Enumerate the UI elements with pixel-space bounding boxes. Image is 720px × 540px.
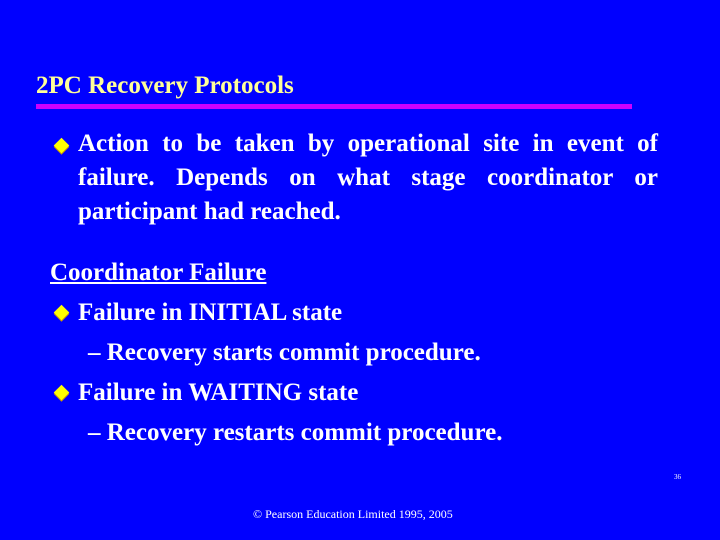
diamond-bullet-icon [54, 138, 70, 154]
diamond-bullet-icon [54, 385, 70, 401]
list-item-label: Failure in INITIAL state [78, 299, 343, 326]
slide-title: 2PC Recovery Protocols [36, 72, 294, 99]
copyright-footer: © Pearson Education Limited 1995, 2005 [253, 507, 453, 521]
list-item-label: Failure in WAITING state [78, 379, 359, 406]
list-item-subpoint: – Recovery starts commit procedure. [88, 339, 481, 366]
section-heading: Coordinator Failure [50, 259, 267, 286]
title-underline-rule [36, 104, 632, 109]
diamond-bullet-icon [54, 305, 70, 321]
page-number: 36 [674, 473, 681, 481]
list-item-subpoint: – Recovery restarts commit procedure. [88, 419, 503, 446]
intro-paragraph: Action to be taken by operational site in event of failure. Depends on what stage coordinator or participant had reached. [78, 130, 658, 225]
